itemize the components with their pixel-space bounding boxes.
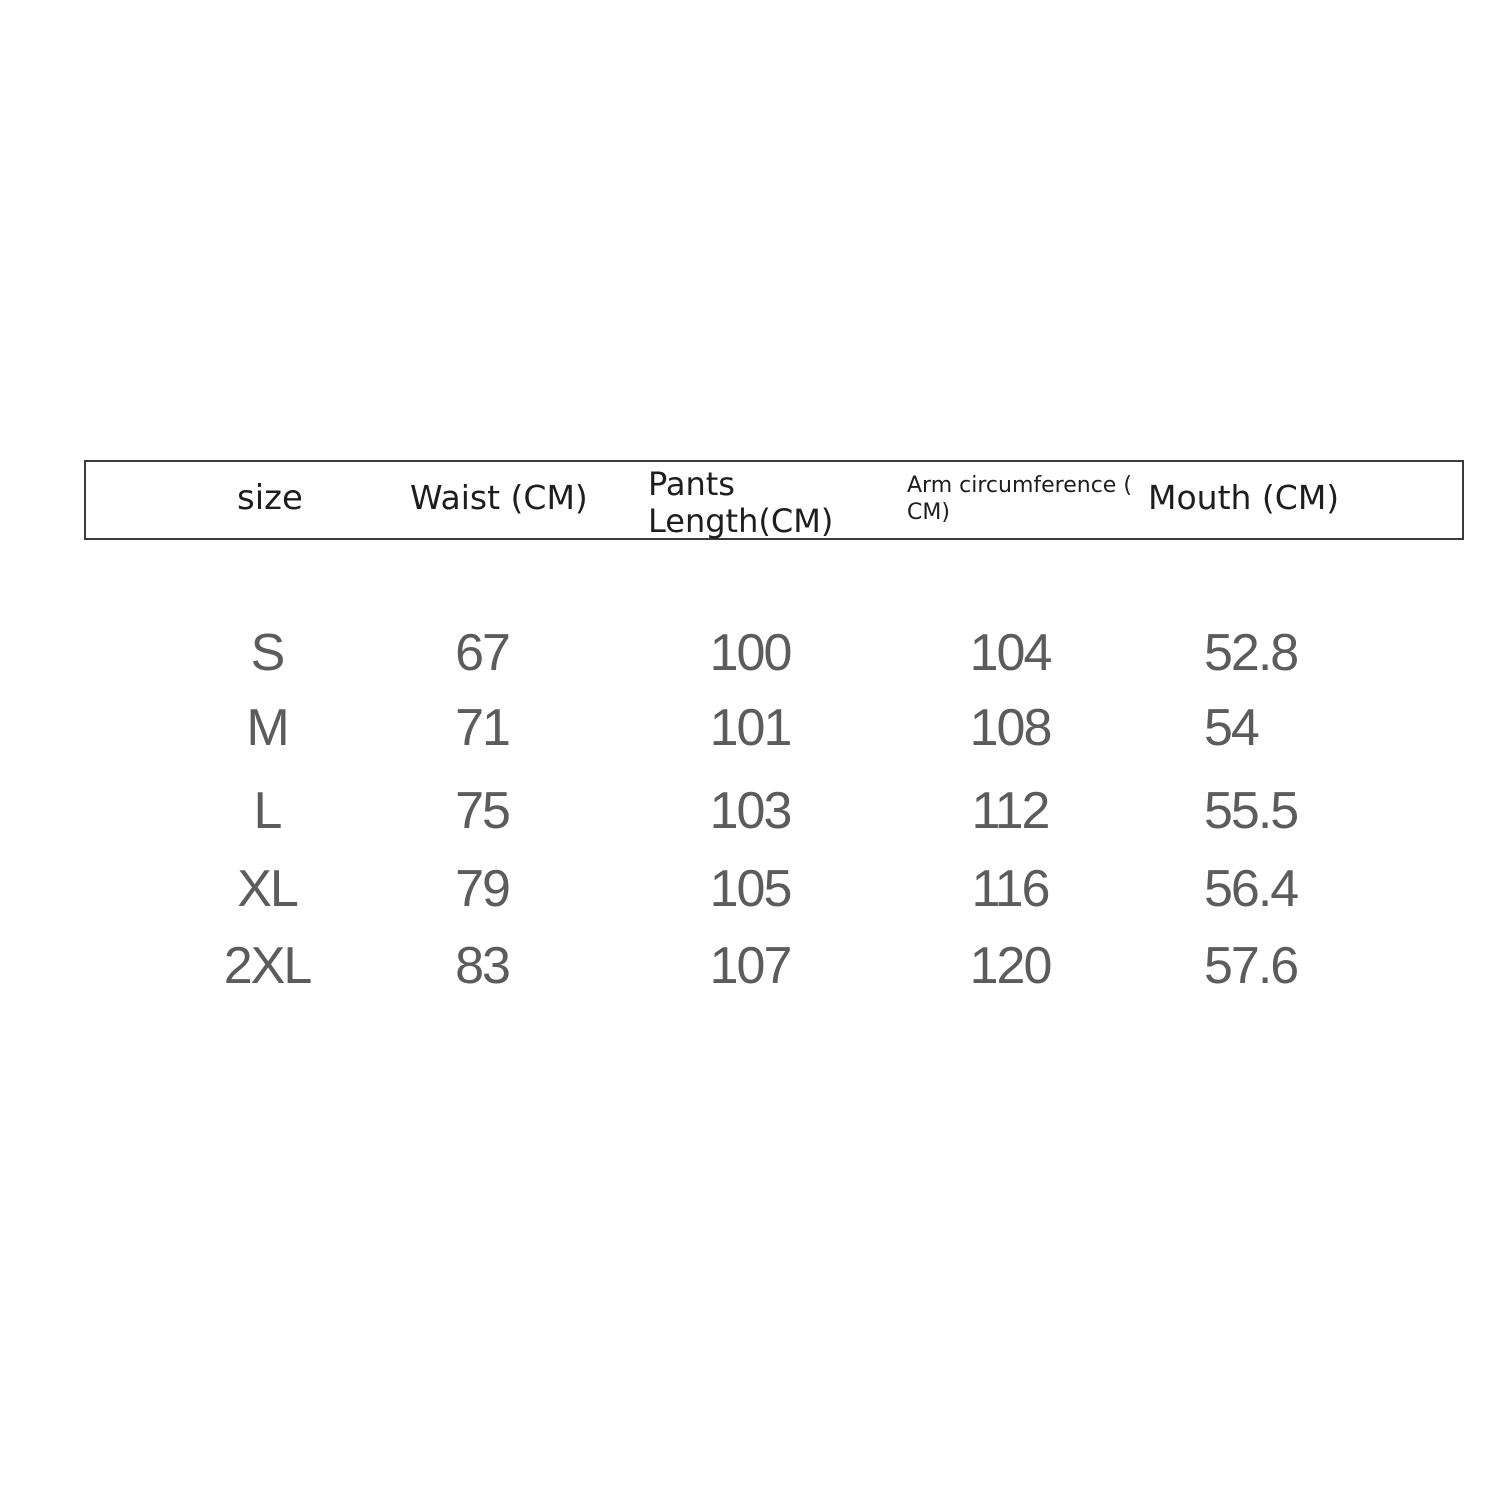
cell-arm-circumference: 112 (971, 782, 1049, 840)
cell-waist: 75 (455, 782, 509, 840)
cell-mouth: 52.8 (1204, 624, 1298, 682)
cell-mouth: 54 (1204, 699, 1258, 757)
cell-pants-length: 101 (709, 699, 791, 757)
cell-waist: 79 (455, 860, 509, 918)
cell-waist: 83 (455, 937, 509, 995)
cell-size: 2XL (223, 937, 311, 995)
cell-size: XL (237, 860, 297, 918)
cell-mouth: 57.6 (1204, 937, 1298, 995)
header-size: size (237, 478, 303, 518)
cell-waist: 67 (455, 624, 509, 682)
cell-size: L (253, 782, 281, 840)
header-pants-length: Pants Length(CM) (648, 465, 834, 540)
cell-arm-circumference: 104 (969, 624, 1051, 682)
cell-size: S (250, 624, 284, 682)
cell-pants-length: 100 (709, 624, 791, 682)
cell-waist: 71 (455, 699, 509, 757)
cell-size: M (246, 699, 288, 757)
cell-mouth: 56.4 (1204, 860, 1298, 918)
cell-arm-circumference: 108 (969, 699, 1051, 757)
header-arm-circumference: Arm circumference ( CM) (907, 473, 1132, 525)
header-waist: Waist (CM) (410, 478, 588, 517)
cell-arm-circumference: 120 (969, 937, 1051, 995)
cell-arm-circumference: 116 (971, 860, 1049, 918)
cell-mouth: 55.5 (1204, 782, 1298, 840)
header-mouth: Mouth (CM) (1148, 478, 1340, 517)
cell-pants-length: 105 (709, 860, 791, 918)
cell-pants-length: 107 (709, 937, 791, 995)
cell-pants-length: 103 (709, 782, 791, 840)
